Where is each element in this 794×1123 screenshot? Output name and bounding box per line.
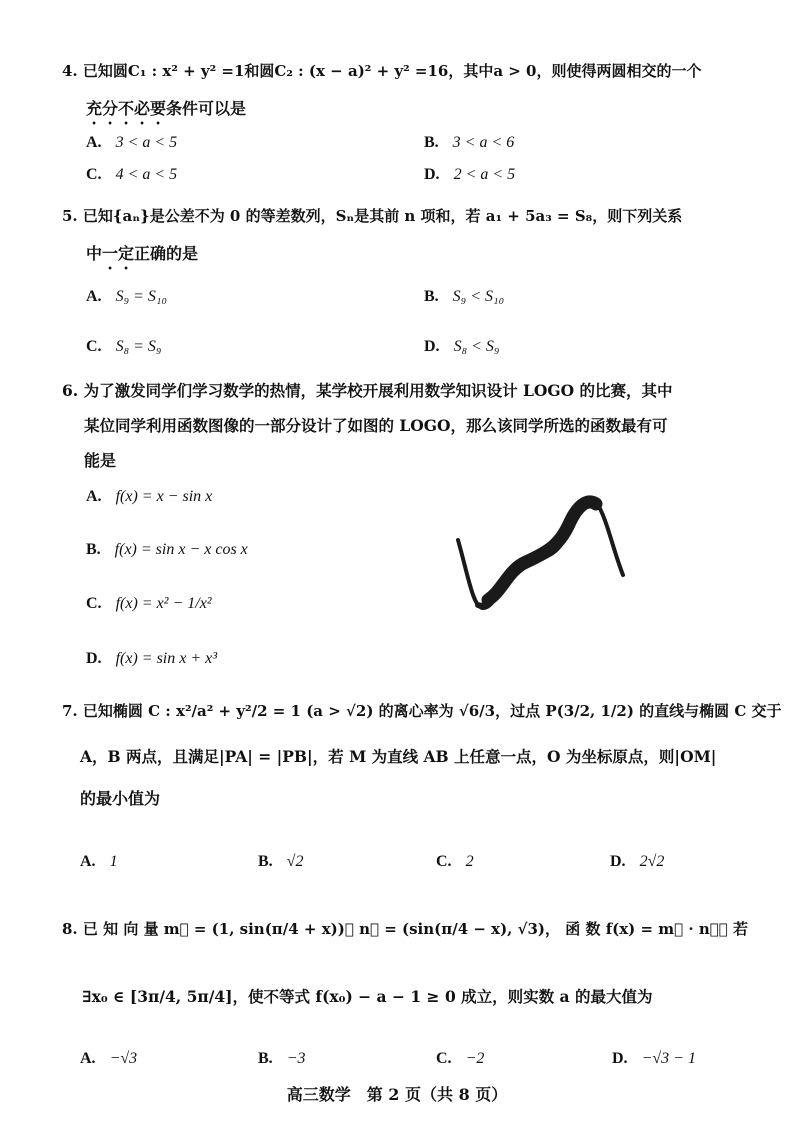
- option-text: 2: [465, 853, 474, 870]
- option-a[interactable]: [86, 134, 177, 152]
- function-curve-logo-icon: [448, 490, 648, 630]
- question-stem-line: 的最小值为: [80, 789, 161, 808]
- option-b[interactable]: [424, 134, 514, 152]
- option-text: f(x) = sin x + x³: [115, 650, 218, 667]
- option-c[interactable]: [86, 595, 212, 613]
- option-text: 2√2: [639, 853, 665, 870]
- option-text: f(x) = sin x − x cos x: [114, 541, 248, 558]
- question-number: 4.: [62, 62, 78, 80]
- option-label: D.: [424, 166, 440, 183]
- question-number: 6.: [62, 381, 79, 400]
- option-label: C.: [86, 338, 102, 355]
- option-b[interactable]: [86, 541, 248, 559]
- question-stem-line: 能是: [84, 451, 117, 470]
- option-text: S₉ < S₁₀: [452, 288, 505, 305]
- option-text: 4 < a < 5: [115, 166, 178, 183]
- emphasis-text: 一定: [102, 244, 135, 263]
- option-text: S₉ = S₁₀: [115, 288, 168, 305]
- option-b[interactable]: [258, 1050, 305, 1068]
- option-c[interactable]: [86, 338, 161, 356]
- question-stem-line: 已知{aₙ}是公差不为 0 的等差数列，Sₙ是其前 n 项和，若 a₁ + 5a₃ = S₈，则下列关系: [82, 207, 683, 225]
- option-label: B.: [258, 853, 273, 870]
- question-stem-line: ∃x₀ ∈ [3π/4, 5π/4]，使不等式 f(x₀) − a − 1 ≥ 0 成立，则实数 a 的最大值为: [82, 987, 653, 1006]
- question-number: 7.: [62, 702, 78, 720]
- page-footer: 高三数学 第 2 页（共 8 页）: [286, 1085, 508, 1104]
- option-c[interactable]: [436, 853, 474, 871]
- emphasis-text: 充分不必要: [86, 99, 167, 118]
- question-4: [62, 60, 742, 128]
- question-stem-line: 某位同学利用函数图像的一部分设计了如图的 LOGO，那么该同学所选的函数最有可: [84, 416, 668, 435]
- option-text: 1: [109, 853, 118, 870]
- option-d[interactable]: [610, 853, 664, 871]
- option-text: f(x) = x² − 1/x²: [115, 595, 212, 612]
- option-text: −3: [286, 1050, 306, 1067]
- question-6: [62, 380, 742, 472]
- option-d[interactable]: [612, 1050, 696, 1068]
- option-a[interactable]: [80, 1050, 137, 1068]
- option-label: C.: [86, 166, 102, 183]
- question-number: 5.: [62, 207, 78, 225]
- question-stem-line: 已知圆C₁ : x² + y² =1和圆C₂ : (x − a)² + y² =16，其中a > 0，则使得两圆相交的一个: [82, 62, 702, 80]
- option-text: S₈ < S₉: [453, 338, 500, 355]
- option-label: D.: [86, 650, 102, 667]
- option-d[interactable]: [424, 166, 515, 184]
- option-b[interactable]: [258, 853, 303, 871]
- option-label: C.: [86, 595, 102, 612]
- question-stem-line: 已知椭圆 C : x²/a² + y²/2 = 1 (a > √2) 的离心率为 √6/3，过点 P(3/2, 1/2) 的直线与椭圆 C 交于: [82, 702, 782, 720]
- question-stem-line: 条件可以是: [166, 99, 247, 118]
- option-label: C.: [436, 1050, 452, 1067]
- option-text: f(x) = x − sin x: [115, 488, 213, 505]
- option-d[interactable]: [86, 650, 217, 668]
- question-stem-line: 正确的是: [134, 244, 199, 263]
- question-stem-line: 中: [86, 244, 103, 263]
- option-label: A.: [86, 134, 102, 151]
- option-a[interactable]: [86, 288, 167, 306]
- question-7: [62, 700, 782, 810]
- option-text: −√3: [109, 1050, 138, 1067]
- option-text: 2 < a < 5: [453, 166, 516, 183]
- option-a[interactable]: [80, 853, 118, 871]
- option-label: B.: [424, 134, 439, 151]
- option-text: −2: [465, 1050, 485, 1067]
- option-label: A.: [86, 288, 102, 305]
- option-label: B.: [86, 541, 101, 558]
- option-c[interactable]: [436, 1050, 484, 1068]
- question-8: [62, 918, 748, 1008]
- option-label: C.: [436, 853, 452, 870]
- option-text: −√3 − 1: [641, 1050, 696, 1067]
- option-text: √2: [286, 853, 304, 870]
- option-label: D.: [612, 1050, 628, 1067]
- option-c[interactable]: [86, 166, 177, 184]
- option-text: 3 < a < 6: [452, 134, 515, 151]
- option-label: B.: [424, 288, 439, 305]
- option-label: A.: [86, 488, 102, 505]
- option-label: D.: [424, 338, 440, 355]
- option-label: A.: [80, 1050, 96, 1067]
- question-number: 8.: [62, 920, 78, 938]
- option-label: A.: [80, 853, 96, 870]
- option-a[interactable]: [86, 488, 212, 506]
- option-label: D.: [610, 853, 626, 870]
- option-label: B.: [258, 1050, 273, 1067]
- question-stem-line: 为了激发同学们学习数学的热情，某学校开展利用数学知识设计 LOGO 的比赛，其中: [83, 381, 673, 400]
- question-stem-line: A，B 两点，且满足|PA| = |PB|，若 M 为直线 AB 上任意一点，O 为坐标原点，则|OM|: [80, 747, 717, 766]
- option-d[interactable]: [424, 338, 499, 356]
- option-text: S₈ = S₉: [115, 338, 162, 355]
- question-stem-line: 已 知 向 量 m⃗ = (1, sin(π/4 + x))， n⃗ = (sin(π/4 − x), √3)， 函 数 f(x) = m⃗ · n⃗， 若: [82, 920, 748, 938]
- option-text: 3 < a < 5: [115, 134, 178, 151]
- question-5: [62, 205, 742, 273]
- option-b[interactable]: [424, 288, 504, 306]
